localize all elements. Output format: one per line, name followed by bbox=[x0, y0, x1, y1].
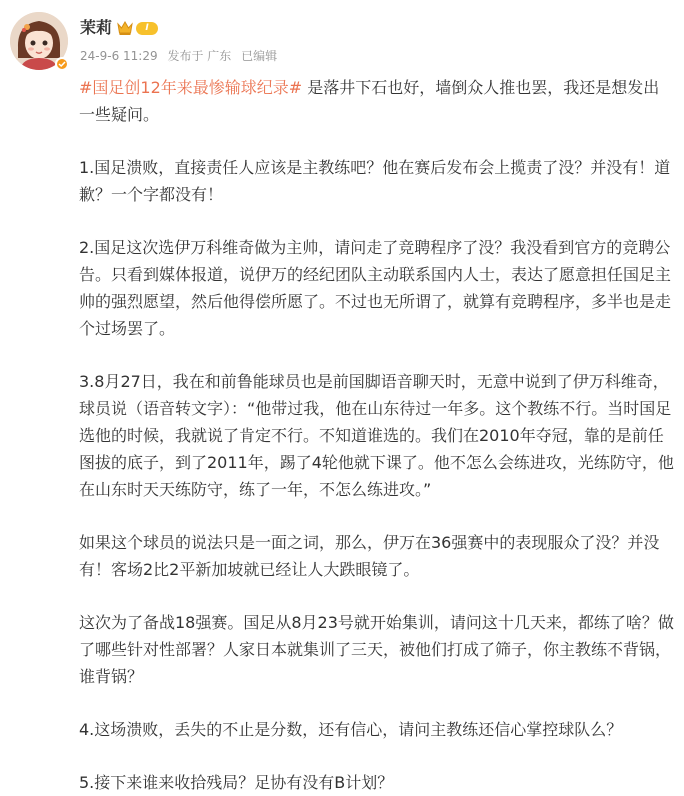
verified-check-icon bbox=[57, 59, 67, 69]
paragraph-5: 这次为了备战18强赛。国足从8月23号就开始集训，请问这十几天来，都练了啥？做了哪些针对性部署？人家日本就集训了三天，被他们打成了筛子，你主教练不背锅，谁背锅？ bbox=[79, 613, 674, 686]
paragraph-gap bbox=[79, 743, 675, 769]
post-header bbox=[10, 10, 674, 70]
edited-label[interactable]: 已编辑 bbox=[241, 49, 278, 63]
paragraph-gap bbox=[79, 208, 675, 234]
verified-badge bbox=[55, 57, 69, 71]
post-source: 发布于 广东 bbox=[167, 49, 232, 63]
paragraph-gap bbox=[79, 503, 675, 529]
user-name[interactable]: 茉莉 bbox=[80, 18, 113, 37]
paragraph-2: 2.国足这次选伊万科维奇做为主帅，请问走了竞聘程序了没？我没看到官方的竞聘公告。只看到媒体报道，说伊万的经纪团队主动联系国内人士，表达了愿意担任国足主帅的强烈愿望，然后他得偿所愿了。不过也无所谓了，就算有竞聘程序，多半也是走个过场罢了。 bbox=[79, 238, 672, 338]
paragraph-gap bbox=[79, 342, 675, 368]
paragraph-4: 如果这个球员的说法只是一面之词，那么，伊万在36强赛中的表现服众了没？并没有！客场2比2平新加坡就已经让人大跌眼镜了。 bbox=[79, 533, 660, 579]
paragraph-gap bbox=[79, 583, 675, 609]
post-meta bbox=[80, 48, 283, 64]
level-badge: I bbox=[136, 22, 158, 35]
paragraph-3: 3.8月27日，我在和前鲁能球员也是前国脚语音聊天时，无意中说到了伊万科维奇，球员说（语音转文字）：“他带过我，他在山东待过一年多。这个教练不行。当时国足选他的时候，我就说了肯定不行。不知道谁选的。我们在2010年夺冠，靠的是前任图拔的底子，到了2011年，踢了4轮他就下课了。他不怎么会练进攻，光练防守，他在山东时天天练防守，练了一年，不怎么练进攻。” bbox=[79, 372, 674, 499]
paragraph-gap bbox=[79, 690, 675, 716]
paragraph-6: 4.这场溃败，丢失的不止是分数，还有信心，请问主教练还信心掌控球队么？ bbox=[79, 720, 623, 739]
hashtag-link[interactable]: #国足创12年来最惨输球纪录# bbox=[79, 78, 303, 97]
post-intro-paragraph bbox=[79, 74, 675, 128]
crown-icon bbox=[116, 20, 134, 36]
paragraph-7: 5.接下来谁来收拾残局？足协有没有B计划？ bbox=[79, 773, 394, 792]
post-body bbox=[79, 74, 675, 796]
paragraph-gap bbox=[79, 128, 675, 154]
intro-text: 是落井下石也好，墙倒众人推也罢，我还是想发出一些疑问。 bbox=[79, 78, 660, 124]
post-timestamp[interactable]: 24-9-6 11:29 bbox=[80, 49, 158, 63]
paragraph-1: 1.国足溃败，直接责任人应该是主教练吧？他在赛后发布会上揽责了没？并没有！道歉？一个字都没有！ bbox=[79, 158, 671, 204]
